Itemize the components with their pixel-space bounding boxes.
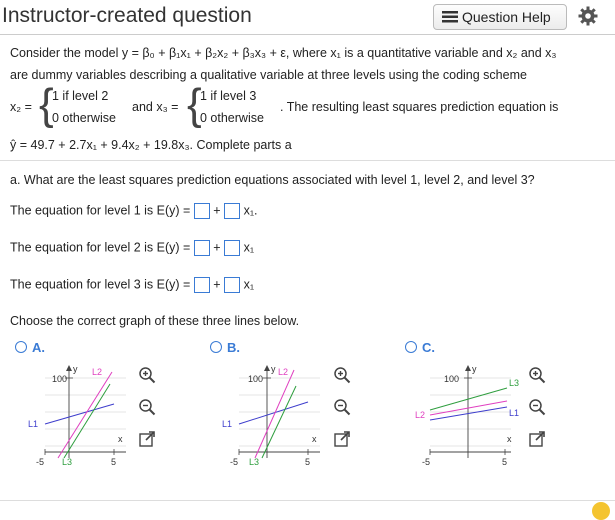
zoom-out-icon[interactable] [333, 398, 351, 416]
x2-label: x₂ = [10, 100, 32, 114]
x3-case-2: 0 otherwise [200, 111, 264, 125]
line-l1-label: L1 [222, 419, 233, 429]
x-tick-5: 5 [111, 457, 117, 467]
y-tick-100: 100 [52, 374, 68, 384]
question-help-button[interactable] [433, 4, 567, 30]
zoom-in-icon[interactable] [528, 366, 546, 384]
hint-badge-icon[interactable] [592, 502, 610, 520]
line-l2-label: L2 [415, 410, 426, 420]
x3-case-1: 1 if level 3 [200, 89, 257, 103]
expand-icon[interactable] [333, 430, 351, 448]
option-b-radio[interactable] [210, 341, 222, 353]
x-axis-label: x [507, 434, 512, 444]
part-a-question: a. What are the least squares prediction equations associated with level 1, level 2, and level 3? [10, 173, 535, 187]
level-1-suffix: x₁. [243, 203, 258, 218]
x-tick-neg5: -5 [36, 457, 45, 467]
x-tick-neg5: -5 [230, 457, 239, 467]
x2-case-1: 1 if level 2 [52, 89, 109, 103]
plus-sign: + [213, 203, 221, 218]
option-c-graph [413, 362, 523, 468]
level-2-slope-input[interactable] [224, 240, 240, 256]
line-l1-label: L1 [509, 408, 520, 418]
zoom-in-icon[interactable] [333, 366, 351, 384]
level-1-intercept-input[interactable] [194, 203, 210, 219]
x3-label: and x₃ = [132, 100, 179, 114]
x-tick-5: 5 [502, 457, 508, 467]
level-3-slope-input[interactable] [224, 277, 240, 293]
expand-icon[interactable] [528, 430, 546, 448]
level-3-row [10, 277, 254, 293]
plus-sign: + [213, 240, 221, 255]
page-title: Instructor-created question [2, 4, 252, 27]
level-2-suffix: x₁ [243, 240, 255, 255]
divider [0, 160, 615, 161]
x-axis-label: x [312, 434, 317, 444]
line-l3-label: L3 [62, 457, 73, 467]
bottom-divider [0, 500, 615, 501]
line-l2-label: L2 [92, 367, 103, 377]
y-tick-100: 100 [444, 374, 460, 384]
level-2-intercept-input[interactable] [194, 240, 210, 256]
level-1-slope-input[interactable] [224, 203, 240, 219]
zoom-out-icon[interactable] [138, 398, 156, 416]
option-b-label[interactable]: B. [227, 340, 240, 355]
option-c-radio[interactable] [405, 341, 417, 353]
question-help-label: Question Help [462, 9, 551, 25]
header-bar [0, 0, 615, 35]
level-1-prefix: The equation for level 1 is E(y) = [10, 203, 191, 218]
line-l1-label: L1 [28, 419, 39, 429]
x2-brace: { [39, 80, 54, 129]
option-a-graph [28, 362, 132, 468]
level-2-row [10, 240, 254, 256]
zoom-out-icon[interactable] [528, 398, 546, 416]
problem-line-1: Consider the model y = β₀ + β₁x₁ + β₂x₂ + β₃x₃ + ε, where x₁ is a quantitative variable and x₂ and x₃ [10, 46, 557, 60]
y-tick-100: 100 [248, 374, 264, 384]
problem-line-2: are dummy variables describing a qualitative variable at three levels using the coding scheme [10, 68, 527, 82]
level-3-suffix: x₁ [243, 277, 255, 292]
expand-icon[interactable] [138, 430, 156, 448]
level-3-intercept-input[interactable] [194, 277, 210, 293]
choose-graph-prompt: Choose the correct graph of these three lines below. [10, 314, 300, 328]
x3-brace: { [187, 80, 202, 129]
y-axis-label: y [271, 364, 276, 374]
resulting-text: . The resulting least squares prediction equation is [280, 100, 559, 114]
line-l3-label: L3 [249, 457, 260, 467]
x-tick-5: 5 [305, 457, 311, 467]
x-tick-neg5: -5 [422, 457, 431, 467]
option-a-label[interactable]: A. [32, 340, 45, 355]
level-3-prefix: The equation for level 3 is E(y) = [10, 277, 191, 292]
y-axis-label: y [73, 364, 78, 374]
option-b-graph [222, 362, 326, 468]
level-1-row [10, 203, 258, 219]
prediction-equation: ŷ = 49.7 + 2.7x₁ + 9.4x₂ + 19.8x₃. Complete parts a [10, 138, 292, 152]
option-c-label[interactable]: C. [422, 340, 435, 355]
x2-case-2: 0 otherwise [52, 111, 116, 125]
option-a-radio[interactable] [15, 341, 27, 353]
line-l2-label: L2 [278, 367, 289, 377]
list-icon [442, 11, 458, 23]
y-axis-label: y [472, 364, 477, 374]
zoom-in-icon[interactable] [138, 366, 156, 384]
gear-icon[interactable] [578, 6, 598, 26]
plus-sign: + [213, 277, 221, 292]
line-l3-label: L3 [509, 378, 520, 388]
x-axis-label: x [118, 434, 123, 444]
level-2-prefix: The equation for level 2 is E(y) = [10, 240, 191, 255]
